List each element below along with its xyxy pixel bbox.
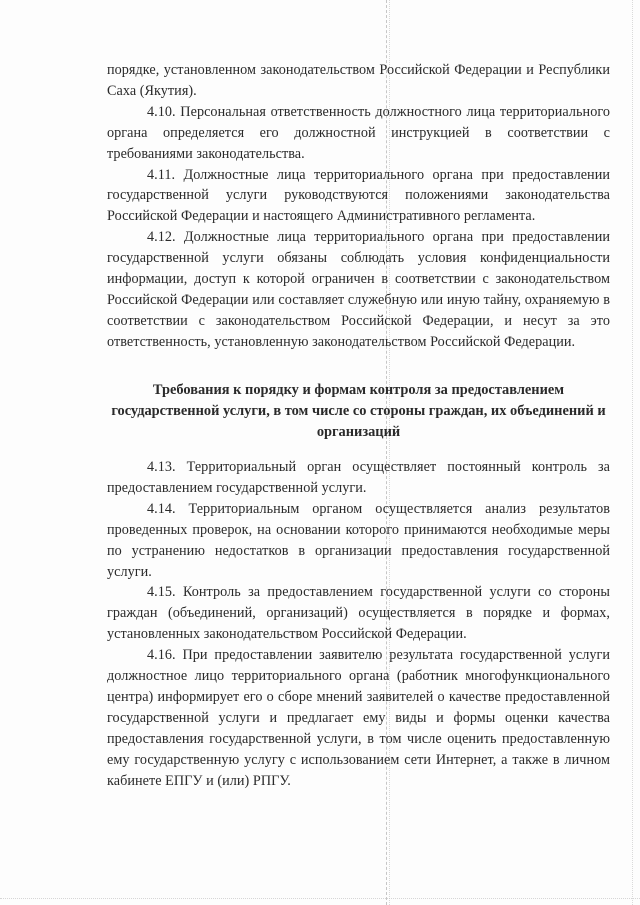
- paragraph-4-14: 4.14. Территориальным органом осуществляется анализ результатов проведенных проверок, на основании которого принимаются необходимые меры по устранению недостатков в организации предоставления государственной услуги.: [107, 500, 610, 580]
- paragraph-4-15: 4.15. Контроль за предоставлением государственной услуги со стороны граждан (объединений, организаций) осуществляется в порядке и формах, установленных законодательством Российской Федерации.: [107, 584, 610, 643]
- paragraph-4-11: 4.11. Должностные лица территориального органа при предоставлении государственной услуги руководствуются положениями законодательства Российской Федерации и настоящего Административного регламента.: [107, 166, 610, 225]
- paragraph-4-12: 4.12. Должностные лица территориального органа при предоставлении государственной услуги обязаны соблюдать условия конфиденциальности информации, доступ к которой ограничен в соответствии с законодательством Российской Федерации или составляет служебную или иную тайну, охраняемую в соответствии с законодательством Российской Федерации, и несут за это ответственность, установленную законодательством Российской Федерации.: [107, 229, 610, 350]
- paragraph-4-13: 4.13. Территориальный орган осуществляет постоянный контроль за предоставлением государственной услуги.: [107, 459, 610, 496]
- scan-right-edge: [632, 0, 633, 905]
- top-text-block: [107, 60, 610, 353]
- scan-bottom-edge: [0, 898, 640, 899]
- paragraph-4-10: 4.10. Персональная ответственность должностного лица территориального органа определяется его должностной инструкцией в соответствии с требованиями законодательства.: [107, 103, 610, 162]
- paragraph-continuation: порядке, установленном законодательством Российской Федерации и Республики Саха (Якутия).: [107, 62, 610, 99]
- section-heading: Требования к порядку и формам контроля за предоставлением государственной услуги, в том числе со стороны граждан, их объединений и организаций: [111, 382, 606, 440]
- paragraph-4-16: 4.16. При предоставлении заявителю результата государственной услуги должностное лицо территориального органа (работник многофункционального центра) информирует его о сборе мнений заявителей о качестве предоставленной государственной услуги и предлагает ему виды и формы оценки качества предоставления государственной услуги, в том числе оценить предоставленную ему государственную услугу с использованием сети Интернет, а также в личном кабинете ЕПГУ и (или) РПГУ.: [107, 647, 610, 789]
- bottom-text-block: [107, 457, 610, 792]
